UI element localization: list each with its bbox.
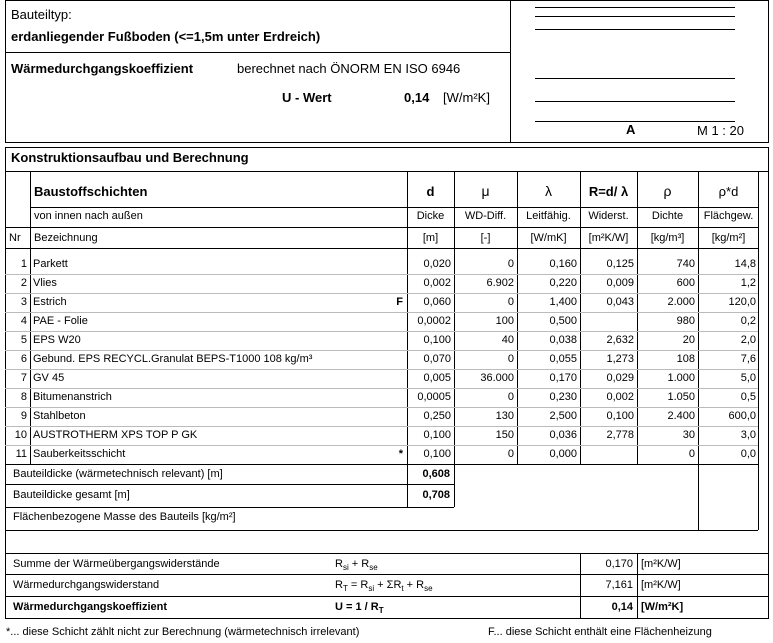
row-lambda: 1,400 [549, 296, 577, 308]
row-d: 0,100 [423, 334, 451, 346]
row-nr: 11 [15, 448, 27, 460]
row-r: 0,002 [606, 391, 634, 403]
col-header-lambda: λ [545, 183, 552, 199]
col-header-nr: Nr [9, 232, 21, 244]
row-r: 0,009 [606, 277, 634, 289]
row-rhod: 2,0 [740, 334, 756, 346]
row-rho: 2.000 [667, 296, 695, 308]
row-r: 0,100 [606, 410, 634, 422]
row-name: Estrich [33, 296, 67, 308]
row-d: 0,060 [423, 296, 451, 308]
rt-formula: $R_T = R_{si} + \Sigma R_t + R_{se}$ [335, 579, 433, 593]
table-line [5, 464, 758, 465]
row-mu: 40 [501, 334, 514, 346]
row-nr: 1 [20, 258, 27, 270]
row-d: 0,100 [423, 448, 451, 460]
row-d: 0,070 [423, 353, 451, 365]
row-rho: 1.000 [667, 372, 695, 384]
rs-label: Summe der Wärmeübergangswiderstände [13, 558, 220, 570]
header-row-divider [5, 52, 510, 53]
row-d: 0,100 [423, 429, 451, 441]
footnote-star: *... diese Schicht zählt nicht zur Berechnung (wärmetechnisch irrelevant) [6, 626, 360, 638]
row-r: 2,778 [606, 429, 634, 441]
sketch-line [535, 16, 735, 17]
row-rhod: 0,0 [740, 448, 756, 460]
row-nr: 9 [20, 410, 27, 422]
u-title: Wärmedurchgangskoeffizient [11, 61, 194, 76]
u-value-header: 0,14 [404, 90, 430, 105]
row-mu: 36.000 [480, 372, 514, 384]
row-d: 0,0002 [417, 315, 451, 327]
row-rho: 740 [676, 258, 695, 270]
row-name: PAE - Folie [33, 315, 88, 327]
row-d: 0,250 [423, 410, 451, 422]
col-header-mu: μ [481, 183, 490, 199]
row-d: 0,005 [423, 372, 451, 384]
row-rhod: 7,6 [740, 353, 756, 365]
bauteiltyp-label: Bauteiltyp: [11, 7, 72, 22]
row-mu: 0 [507, 296, 514, 308]
row-rho: 600 [676, 277, 695, 289]
row-d: 0,002 [423, 277, 451, 289]
row-rhod: 3,0 [740, 429, 756, 441]
sketch-line [535, 78, 735, 79]
table-line [5, 507, 454, 508]
sketch-line [535, 101, 735, 102]
row-rhod: 1,2 [740, 277, 756, 289]
row-lambda: 0,170 [549, 372, 577, 384]
col-header-layers: Baustoffschichten [34, 184, 148, 199]
row-lambda: 0,000 [549, 448, 577, 460]
row-r [580, 312, 634, 330]
col-line [454, 464, 455, 507]
section-title: Konstruktionsaufbau und Berechnung [11, 150, 249, 165]
table-line [5, 553, 769, 554]
col-header-rhod: ρ*d [718, 184, 739, 199]
row-rhod: 5,0 [740, 372, 756, 384]
table-line [30, 207, 758, 208]
mass-label: Flächenbezogene Masse des Bauteils [kg/m²] [13, 511, 236, 523]
sketch-line [535, 29, 735, 30]
col-unit-mu: [-] [480, 232, 491, 244]
row-nr: 5 [20, 334, 27, 346]
col-unit-rhod: [kg/m²] [711, 232, 746, 244]
row-name: Gebund. EPS RECYCL.Granulat BEPS-T1000 108 kg/m³ [33, 353, 313, 365]
row-name: Sauberkeitsschicht [33, 448, 126, 460]
u-unit-header: [W/m²K] [443, 90, 490, 105]
u-summary-formula: $U = 1 / R_T$ [335, 601, 384, 615]
row-name: GV 45 [33, 372, 65, 384]
row-name: Stahlbeton [33, 410, 86, 422]
row-name: AUSTROTHERM XPS TOP P GK [33, 429, 198, 441]
row-r: 2,632 [606, 334, 634, 346]
row-name: Vlies [33, 277, 57, 289]
row-r: 1,273 [606, 353, 634, 365]
col-unit-rho: [kg/m³] [650, 232, 685, 244]
sketch-line [535, 121, 735, 122]
row-nr: 8 [20, 391, 27, 403]
row-lambda: 0,038 [549, 334, 577, 346]
col-header-r: R=d/ λ [588, 184, 629, 199]
row-rho: 20 [682, 334, 695, 346]
table-line [5, 171, 769, 172]
col-sub-r: Widerst. [588, 210, 629, 222]
u-method: berechnet nach ÖNORM EN ISO 6946 [237, 61, 461, 76]
row-lambda: 0,230 [549, 391, 577, 403]
row-d: 0,0005 [417, 391, 451, 403]
table-line [5, 227, 758, 228]
sketch-line [535, 7, 735, 8]
row-rho: 1.050 [667, 391, 695, 403]
col-sub-d: Dicke [416, 210, 445, 222]
row-rhod: 0,5 [740, 391, 756, 403]
row-rhod: 120,0 [728, 296, 756, 308]
col-unit-r: [m²K/W] [588, 232, 629, 244]
row-rho: 0 [688, 448, 695, 460]
rs-formula: $R_{si} + R_{se}$ [335, 558, 378, 572]
row-r: 0,125 [606, 258, 634, 270]
row-mu: 6.902 [486, 277, 514, 289]
u-summary-unit: [W/m²K] [641, 601, 684, 613]
row-nr: 3 [20, 296, 27, 308]
col-sub-rhod: Flächgew. [703, 210, 754, 222]
rt-label: Wärmedurchgangswiderstand [13, 579, 160, 591]
row-mu: 0 [507, 391, 514, 403]
row-nr: 7 [20, 372, 27, 384]
table-line [5, 596, 769, 597]
col-sub-lambda: Leitfähig. [526, 210, 571, 222]
col-header-d: d [426, 184, 435, 199]
row-nr: 4 [20, 315, 27, 327]
row-lambda: 0,160 [549, 258, 577, 270]
row-r [580, 445, 634, 463]
row-mu: 150 [495, 429, 514, 441]
thick-rel-label: Bauteildicke (wärmetechnisch relevant) [m] [13, 468, 223, 480]
table-line [5, 530, 758, 531]
col-header-name: Bezeichnung [34, 232, 98, 244]
row-rho: 30 [682, 429, 695, 441]
rs-unit: [m²K/W] [641, 558, 681, 570]
row-rhod: 600,0 [728, 410, 756, 422]
col-line [30, 172, 31, 464]
col-line [637, 553, 638, 619]
bauteiltyp-value: erdanliegender Fußboden (<=1,5m unter Erdreich) [11, 29, 321, 44]
row-mu: 100 [495, 315, 514, 327]
row-rhod: 0,2 [740, 315, 756, 327]
row-lambda: 0,220 [549, 277, 577, 289]
col-sub-rho: Dichte [651, 210, 684, 222]
row-nr: 6 [20, 353, 27, 365]
header-divider [510, 0, 511, 143]
thick-total-value: 0,708 [422, 489, 450, 501]
row-nr: 2 [20, 277, 27, 289]
row-rho: 2.400 [667, 410, 695, 422]
rt-unit: [m²K/W] [641, 579, 681, 591]
u-summary-value: 0,14 [611, 601, 633, 613]
col-unit-d: [m] [422, 232, 439, 244]
row-lambda: 0,055 [549, 353, 577, 365]
row-flag: F [396, 296, 403, 308]
row-name: Bitumenanstrich [33, 391, 112, 403]
row-rhod: 14,8 [734, 258, 756, 270]
col-sub-mu: WD-Diff. [464, 210, 507, 222]
row-r: 0,043 [606, 296, 634, 308]
table-line [5, 484, 454, 485]
row-lambda: 0,036 [549, 429, 577, 441]
u-summary-label: Wärmedurchgangskoeffizient [13, 601, 168, 613]
row-lambda: 0,500 [549, 315, 577, 327]
scale-label: M 1 : 20 [697, 123, 744, 138]
rt-value: 7,161 [605, 579, 633, 591]
row-rho: 108 [676, 353, 695, 365]
thick-rel-value: 0,608 [422, 468, 450, 480]
col-sub-layers: von innen nach außen [34, 210, 143, 222]
row-lambda: 2,500 [549, 410, 577, 422]
col-header-rho: ρ [663, 183, 672, 199]
rs-value: 0,170 [605, 558, 633, 570]
col-line [758, 172, 759, 530]
row-mu: 130 [495, 410, 514, 422]
footnote-f: F... diese Schicht enthält eine Flächenheizung [488, 626, 712, 638]
row-mu: 0 [507, 448, 514, 460]
row-r: 0,029 [606, 372, 634, 384]
row-flag: * [398, 448, 403, 460]
table-line [5, 248, 758, 249]
row-rho: 980 [676, 315, 695, 327]
thick-total-label: Bauteildicke gesamt [m] [13, 489, 130, 501]
row-name: EPS W20 [33, 334, 81, 346]
table-line [5, 574, 769, 575]
row-name: Parkett [33, 258, 68, 270]
row-mu: 0 [507, 258, 514, 270]
row-mu: 0 [507, 353, 514, 365]
col-unit-lambda: [W/mK] [530, 232, 567, 244]
row-d: 0,020 [423, 258, 451, 270]
section-mark: A [626, 122, 636, 137]
u-label: U - Wert [282, 90, 332, 105]
row-nr: 10 [14, 429, 27, 441]
